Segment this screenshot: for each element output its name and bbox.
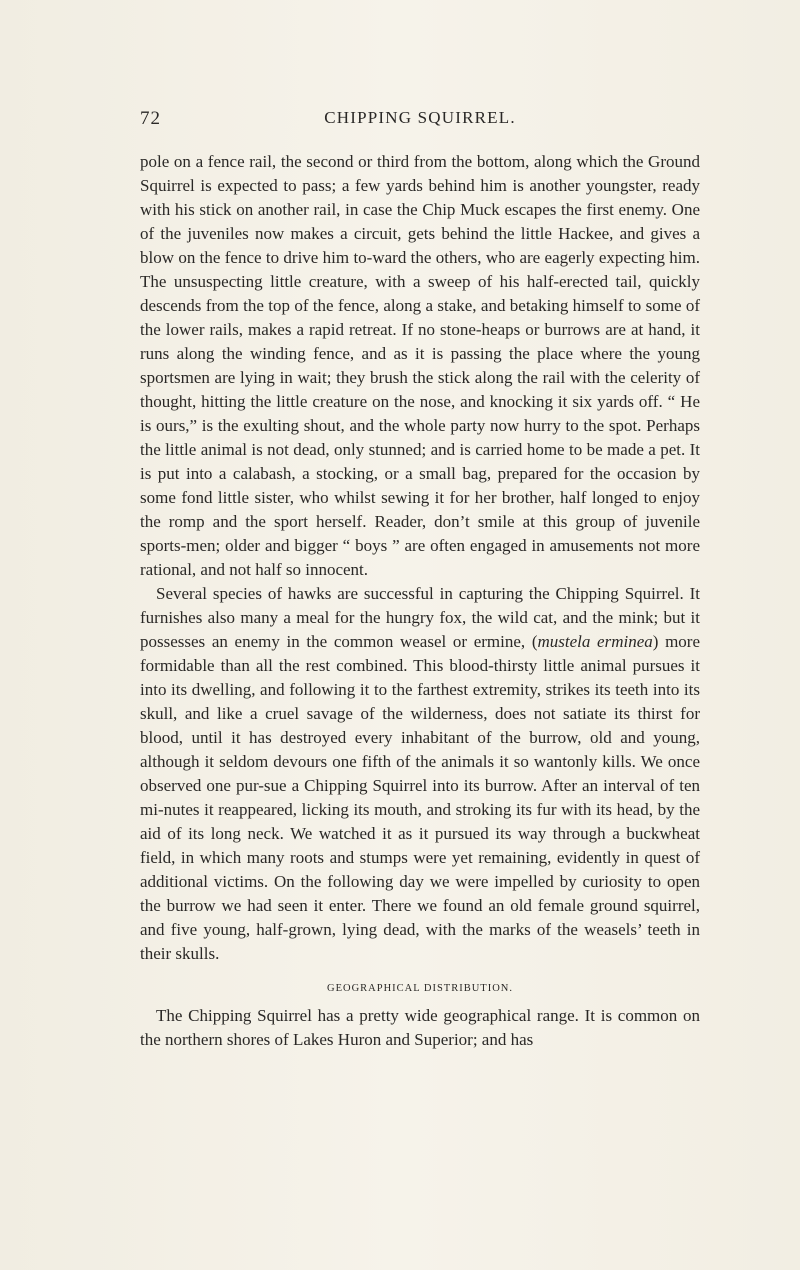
page-header <box>140 108 700 136</box>
paragraph-1: pole on a fence rail, the second or third from the bottom, along which the Ground Squirrel is expected to pass; a few yards behind him is another youngster, ready with his stick on another rail, in case the Chip Muck escapes the first enemy. One of the juveniles now makes a circuit, gets behind the little Hackee, and gives a blow on the fence to drive him to-ward the others, who are eagerly expecting him. The unsuspecting little creature, with a sweep of his half-erected tail, quickly descends from the top of the fence, along a stake, and betaking himself to some of the lower rails, makes a rapid retreat. If no stone-heaps or burrows are at hand, it runs along the winding fence, and as it is passing the place where the young sportsmen are lying in wait; they brush the stick along the rail with the celerity of thought, hitting the little creature on the nose, and knocking it six yards off. “ He is ours,” is the exulting shout, and the whole party now hurry to the spot. Perhaps the little animal is not dead, only stunned; and is carried home to be made a pet. It is put into a calabash, a stocking, or a small bag, prepared for the occasion by some fond little sister, who whilst sewing it for her brother, half longed to enjoy the romp and the sport herself. Reader, don’t smile at this group of juvenile sports-men; older and bigger “ boys ” are often engaged in amusements not more rational, and not half so innocent. <box>140 152 700 579</box>
paragraph-2 <box>140 582 700 966</box>
section-heading: GEOGRAPHICAL DISTRIBUTION. <box>326 983 514 994</box>
paragraph-2-part-2: ) more formidable than all the rest combined. This blood-thirsty little animal pursues it into its dwelling, and following it to the farthest extremity, strikes its teeth into its skull, and like a cruel savage of the wilderness, does not satiate its thirst for blood, until it has destroyed every inhabitant of the burrow, old and young, although it seldom devours one fifth of the animals it so wantonly kills. We once observed one pur-sue a Chipping Squirrel into its burrow. After an interval of ten mi-nutes it reappeared, licking its mouth, and stroking its fur with its head, by the aid of its long neck. We watched it as it pursued its way through a buckwheat field, in which many roots and stumps were yet remaining, evidently in quest of additional victims. On the following day we were impelled by curiosity to open the burrow we had seen it enter. There we found an old female ground squirrel, and five young, half-grown, lying dead, with the marks of the weasels’ teeth in their skulls. <box>140 632 701 963</box>
body-text <box>140 150 700 1052</box>
running-head: CHIPPING SQUIRREL. <box>324 108 516 127</box>
page-number: 72 <box>140 108 161 129</box>
paragraph-2-part-1: Several species of hawks are successful in capturing the Chipping Squirrel. It furnishes also many a meal for the hungry fox, the wild cat, and the mink; but it possesses an enemy in the common weasel or ermine, ( <box>140 584 700 651</box>
paragraph-3: The Chipping Squirrel has a pretty wide geographical range. It is common on the northern shores of Lakes Huron and Superior; and has <box>140 1006 700 1049</box>
species-name: mustela erminea <box>537 632 653 651</box>
